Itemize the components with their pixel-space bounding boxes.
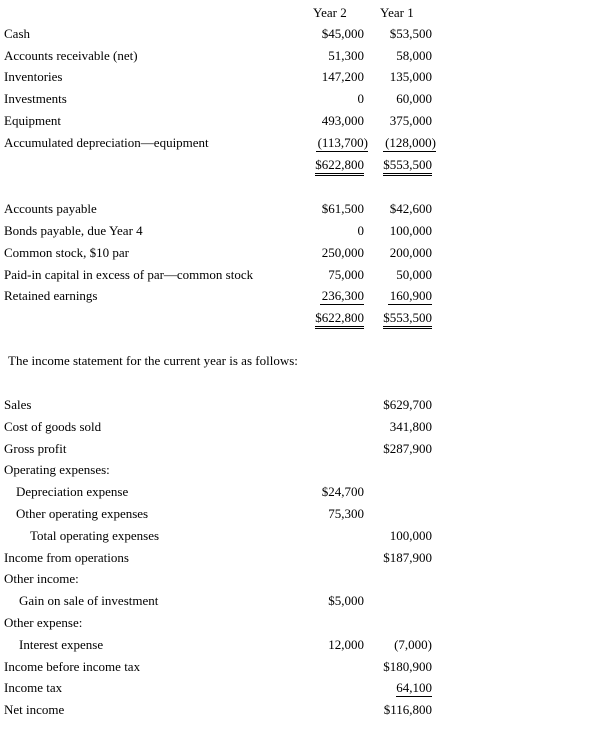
year2-value: 51,300 — [328, 48, 364, 63]
net-income-amount: $116,800 — [383, 702, 432, 717]
sales-label: Sales — [4, 397, 32, 412]
year2-value: $61,500 — [321, 201, 364, 216]
operating-expenses-label: Operating expenses: — [4, 462, 110, 477]
year1-value: $42,600 — [389, 201, 432, 216]
row-label: Accumulated depreciation—equipment — [4, 135, 209, 150]
year1-value: 160,900 — [389, 288, 432, 303]
other-operating-amount: 75,300 — [328, 506, 364, 521]
other-income-net-amount: (7,000) — [394, 637, 432, 652]
year1-value: 50,000 — [396, 267, 432, 282]
row-label: Bonds payable, due Year 4 — [4, 223, 143, 238]
row-label: Accounts receivable (net) — [4, 48, 138, 63]
year2-value: (113,700) — [317, 135, 368, 150]
year2-value: $45,000 — [321, 26, 364, 41]
gross-profit-label: Gross profit — [4, 441, 67, 456]
row-label: Common stock, $10 par — [4, 245, 129, 260]
total-operating-amount: 100,000 — [389, 528, 432, 543]
income-tax-amount: 64,100 — [396, 680, 432, 695]
year2-value: 236,300 — [321, 288, 364, 303]
interest-expense-amount: 12,000 — [328, 637, 364, 652]
assets-total-year2: $622,800 — [315, 157, 364, 176]
cogs-amount: 341,800 — [389, 419, 432, 434]
liabilities-total-year1: $553,500 — [383, 310, 432, 329]
sales-amount: $629,700 — [383, 397, 432, 412]
assets-total-year1: $553,500 — [383, 157, 432, 176]
year1-value: $53,500 — [389, 26, 432, 41]
year1-value: 135,000 — [389, 69, 432, 84]
income-statement-intro: The income statement for the current year is as follows: — [8, 353, 298, 368]
row-label: Retained earnings — [4, 288, 98, 303]
year1-value: 375,000 — [389, 113, 432, 128]
income-before-tax-label: Income before income tax — [4, 659, 141, 674]
net-income-label: Net income — [4, 702, 65, 717]
row-label: Inventories — [4, 69, 63, 84]
other-income-label: Other income: — [4, 571, 79, 586]
year1-value: 100,000 — [389, 223, 432, 238]
interest-expense-label: Interest expense — [19, 637, 104, 652]
income-before-tax-amount: $180,900 — [383, 659, 432, 674]
cogs-label: Cost of goods sold — [4, 419, 102, 434]
row-label: Cash — [4, 26, 30, 41]
year1-value: 200,000 — [389, 245, 432, 260]
row-label: Paid-in capital in excess of par—common stock — [4, 267, 254, 282]
year2-value: 0 — [357, 223, 364, 238]
income-from-operations-amount: $187,900 — [383, 550, 432, 565]
row-label: Investments — [4, 91, 67, 106]
row-label: Equipment — [4, 113, 62, 128]
year2-value: 0 — [357, 91, 364, 106]
year1-header: Year 1 — [380, 5, 414, 20]
gross-profit-amount: $287,900 — [383, 441, 432, 456]
income-tax-label: Income tax — [4, 680, 63, 695]
year2-value: 493,000 — [321, 113, 364, 128]
other-expense-label: Other expense: — [4, 615, 83, 630]
year2-header: Year 2 — [313, 5, 347, 20]
income-from-operations-label: Income from operations — [4, 550, 129, 565]
gain-on-sale-amount: $5,000 — [328, 593, 364, 608]
year2-value: 147,200 — [321, 69, 364, 84]
total-operating-label: Total operating expenses — [30, 528, 160, 543]
depreciation-amount: $24,700 — [321, 484, 364, 499]
row-label: Accounts payable — [4, 201, 97, 216]
depreciation-label: Depreciation expense — [16, 484, 129, 499]
other-operating-label: Other operating expenses — [16, 506, 149, 521]
year2-value: 250,000 — [321, 245, 364, 260]
year1-value: (128,000) — [385, 135, 436, 150]
year1-value: 58,000 — [396, 48, 432, 63]
gain-on-sale-label: Gain on sale of investment — [19, 593, 159, 608]
liabilities-total-year2: $622,800 — [315, 310, 364, 329]
year1-value: 60,000 — [396, 91, 432, 106]
year2-value: 75,000 — [328, 267, 364, 282]
